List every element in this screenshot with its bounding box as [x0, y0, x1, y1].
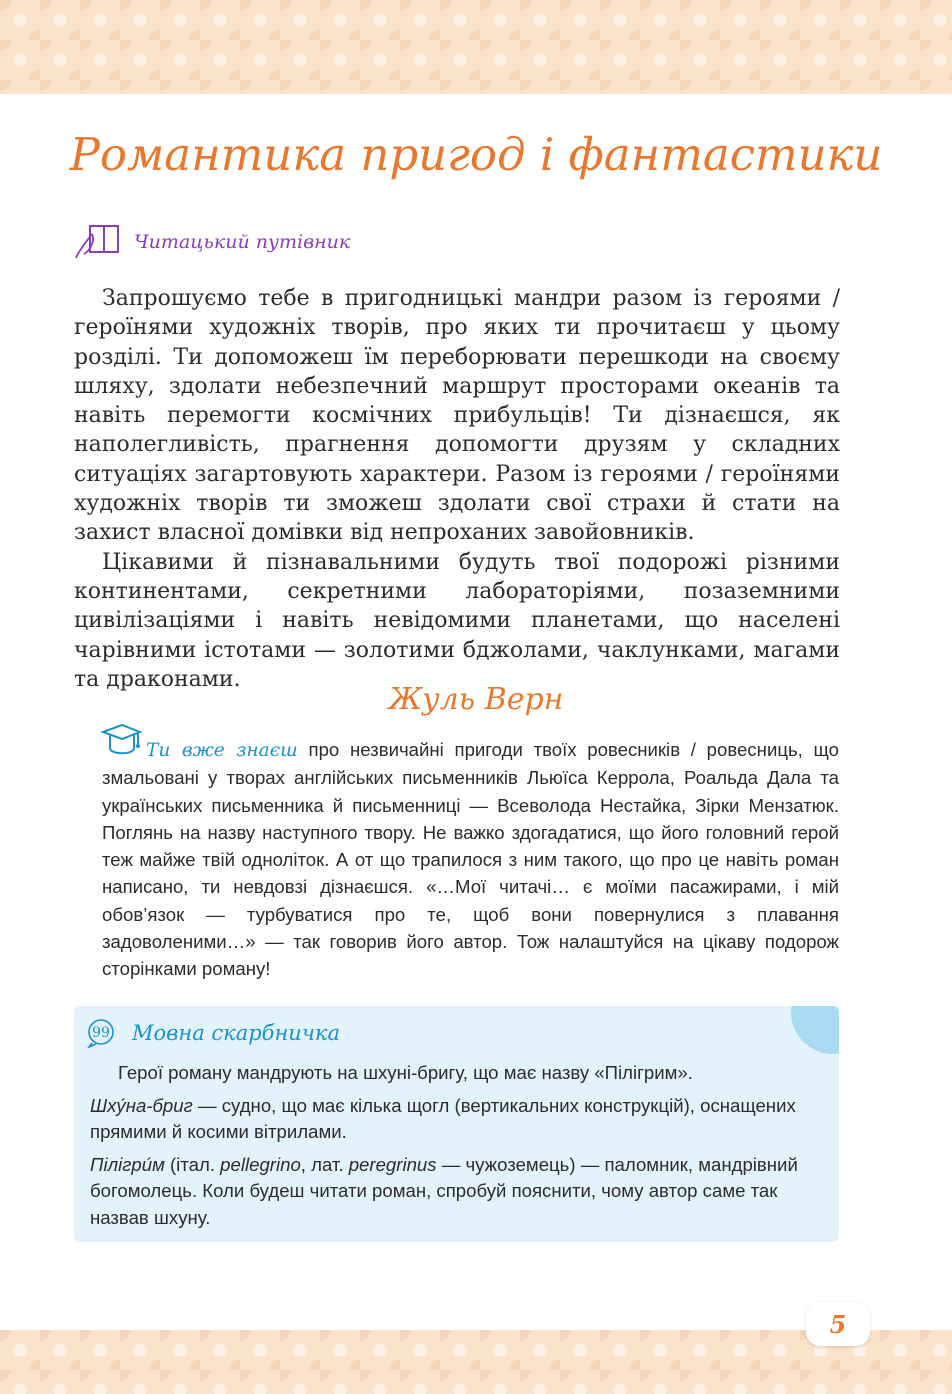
vocabulary-entry [90, 1152, 823, 1232]
box-corner-decoration [791, 1006, 839, 1054]
vocabulary-heading [84, 1018, 340, 1048]
latin-word: peregrinus [348, 1153, 437, 1175]
known-paragraph [102, 736, 839, 983]
vocabulary-body [90, 1060, 823, 1237]
vocabulary-entry [90, 1093, 823, 1146]
chapter-title: Романтика пригод і фантастики [69, 128, 883, 181]
definition-part: (італ. [164, 1153, 221, 1175]
reader-guide-label: Читацький путівник [134, 231, 351, 253]
intro-paragraph: Цікавими й пізнавальними будуть твої подорожі різними континентами, секретними лабораторіями, позаземними цивілізаціями і навіть невідомими планетами, що населені чарівними істотами — золотими бджолами, чаклунками, магами та драконами. [74, 549, 840, 692]
book-icon [74, 222, 124, 262]
vocabulary-intro: Герої роману мандрують на шхуні-бригу, що має назву «Пілігрим». [118, 1062, 693, 1083]
top-ornament-band [0, 0, 952, 94]
intro-paragraph: Запрошуємо тебе в пригодницькі мандри разом із героями / героїнями художніх творів, про яких ти прочитаєш у цьому розділі. Ти допоможеш їм переборювати перешкоди на своєму шляху, здолати небезпечний маршрут просторами океанів та навіть перемогти космічних прибульців! Ти дізнаєшся, як наполегливість, прагнення допомогти друзям у складних ситуаціях загартовують характери. Разом із героями / героїнями художніх творів ти зможеш здолати свої страхи й стати на захист власної домівки від непроханих завойовників. [74, 286, 840, 546]
definition-part: , лат. [300, 1153, 349, 1175]
intro-text [74, 284, 840, 694]
definition: — судно, що має кілька щогл (вертикальних конструкцій), оснащених прямими й косими вітрилами. [90, 1094, 796, 1142]
vocabulary-title: Мовна скарбничка [132, 1021, 340, 1045]
author-name: Жуль Верн [388, 682, 564, 717]
svg-text:99: 99 [92, 1025, 110, 1041]
italian-word: pellegrino [220, 1153, 301, 1175]
term: Шху́на-бриг [90, 1094, 193, 1116]
vocabulary-box [74, 1006, 839, 1242]
term: Пілігри́м [90, 1153, 165, 1175]
reader-guide-heading [74, 222, 350, 262]
known-lead: Ти вже знаєш [146, 740, 298, 761]
quote-bubble-icon [84, 1018, 118, 1048]
definition-part: — чужоземець) — паломник, мандрівний богомолець. Коли будеш читати роман, спробуй пояснити, чому автор саме так назвав шхуну. [90, 1153, 798, 1228]
known-text: про незвичайні пригоди твоїх ровесників / ровесниць, що змальовані у творах англійських письменників Льюїса Керрола, Роальда Дала та українських письменника й письменниці — Всеволода Нестайка, Зірки Мензатюк. Поглянь на назву наступного твору. Не важко здогадатися, що його головний герой теж майже твій одноліток. А от що трапилося з ним такого, що про це навіть роман написано, ти невдовзі дізнаєшся. «…Мої читачі… є моїми пасажирами, і мій обов’язок — турбуватися про те, щоб вони повернулися з плавання задоволеними…» — так говорив його автор. Тож налаштуйся на цікаву подорож сторінками роману! [102, 739, 839, 980]
page-number: 5 [806, 1302, 870, 1346]
